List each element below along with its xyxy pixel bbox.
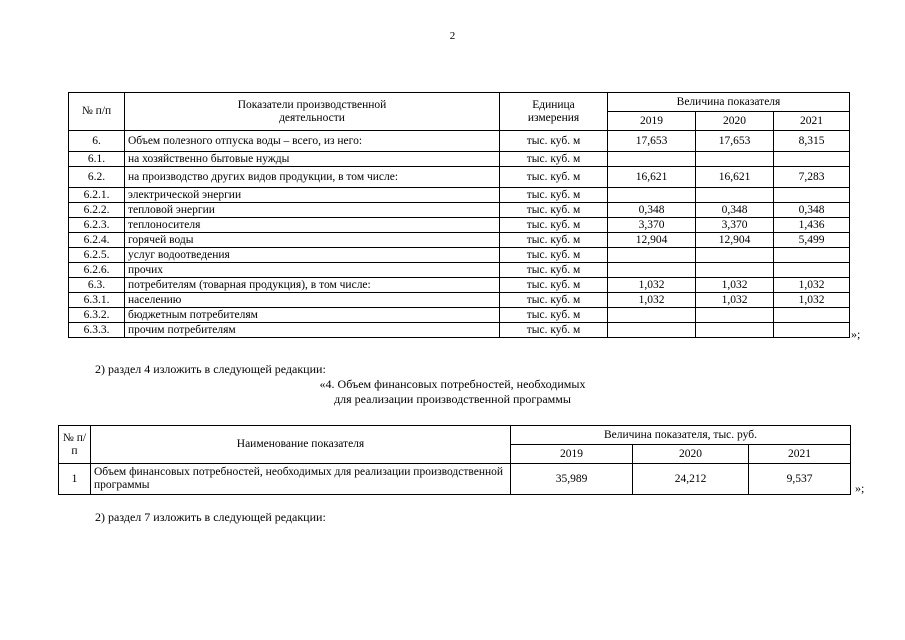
row-value: 1,032 (774, 293, 850, 308)
row-value: 12,904 (696, 233, 774, 248)
row-value (608, 248, 696, 263)
section-heading-line1: «4. Объем финансовых потребностей, необходимых (319, 377, 586, 391)
row-value (696, 323, 774, 338)
row-num: 6.2.2. (69, 203, 125, 218)
row-num: 6.1. (69, 152, 125, 167)
section-heading-line2: для реализации производственной программы (334, 392, 571, 406)
row-name: прочим потребителям (125, 323, 500, 338)
row-value: 12,904 (608, 233, 696, 248)
row-value (696, 188, 774, 203)
row-unit: тыс. куб. м (500, 263, 608, 278)
row-value (608, 188, 696, 203)
row-num: 6.2.6. (69, 263, 125, 278)
table-row (69, 233, 850, 248)
row-name: бюджетным потребителям (125, 308, 500, 323)
row-num: 6.2.1. (69, 188, 125, 203)
header-value: Величина показателя, тыс. руб. (511, 426, 851, 445)
table1-closing-quote: »; (851, 327, 861, 341)
header-indicators: Показатели производственной деятельности (125, 93, 500, 131)
page-number: 2 (449, 30, 456, 42)
row-value (774, 188, 850, 203)
row-name: на производство других видов продукции, в том числе: (125, 167, 500, 188)
row-value: 0,348 (696, 203, 774, 218)
row-value (608, 323, 696, 338)
header-year: 2021 (774, 112, 850, 131)
row-name: горячей воды (125, 233, 500, 248)
row-value: 1,032 (774, 278, 850, 293)
row-value: 35,989 (511, 464, 633, 495)
row-num: 6.2.3. (69, 218, 125, 233)
row-name: Объем полезного отпуска воды – всего, из него: (125, 131, 500, 152)
header-name: Наименование показателя (91, 426, 511, 464)
row-num: 6.3. (69, 278, 125, 293)
row-value: 0,348 (774, 203, 850, 218)
row-value: 1,032 (608, 293, 696, 308)
header-value: Величина показателя (608, 93, 850, 112)
row-value (774, 323, 850, 338)
header-unit: Единица измерения (500, 93, 608, 131)
table-row (69, 248, 850, 263)
row-value: 9,537 (749, 464, 851, 495)
row-value: 17,653 (696, 131, 774, 152)
row-num: 6.2.4. (69, 233, 125, 248)
row-value (774, 308, 850, 323)
production-indicators-table (68, 92, 850, 338)
paragraph-section-4: 2) раздел 4 изложить в следующей редакции: (95, 362, 326, 376)
row-value: 16,621 (608, 167, 696, 188)
header-year: 2020 (696, 112, 774, 131)
financial-needs-table (58, 425, 851, 495)
row-value: 16,621 (696, 167, 774, 188)
row-value: 17,653 (608, 131, 696, 152)
row-value: 24,212 (633, 464, 749, 495)
row-name: Объем финансовых потребностей, необходимых для реализации производственной программы (91, 464, 511, 495)
row-value: 8,315 (774, 131, 850, 152)
table-row (69, 278, 850, 293)
row-value: 0,348 (608, 203, 696, 218)
row-value: 1,436 (774, 218, 850, 233)
table2-closing-quote: »; (855, 481, 865, 495)
paragraph-section-7: 2) раздел 7 изложить в следующей редакции: (95, 510, 326, 524)
row-unit: тыс. куб. м (500, 188, 608, 203)
row-value: 3,370 (696, 218, 774, 233)
row-value (608, 263, 696, 278)
row-unit: тыс. куб. м (500, 308, 608, 323)
row-unit: тыс. куб. м (500, 218, 608, 233)
table-row (69, 308, 850, 323)
header-num: № п/п (59, 426, 91, 464)
row-value: 5,499 (774, 233, 850, 248)
row-name: потребителям (товарная продукция), в том числе: (125, 278, 500, 293)
row-value (696, 152, 774, 167)
row-num: 6.2. (69, 167, 125, 188)
row-name: услуг водоотведения (125, 248, 500, 263)
row-value: 1,032 (696, 278, 774, 293)
table-row (69, 188, 850, 203)
row-unit: тыс. куб. м (500, 278, 608, 293)
row-name: прочих (125, 263, 500, 278)
row-value (608, 308, 696, 323)
header-num: № п/п (69, 93, 125, 131)
row-unit: тыс. куб. м (500, 233, 608, 248)
row-num: 6.3.3. (69, 323, 125, 338)
row-unit: тыс. куб. м (500, 293, 608, 308)
row-unit: тыс. куб. м (500, 167, 608, 188)
row-name: теплоносителя (125, 218, 500, 233)
row-unit: тыс. куб. м (500, 203, 608, 218)
table-row (69, 203, 850, 218)
row-value: 1,032 (608, 278, 696, 293)
table-row (69, 131, 850, 152)
table-row (69, 152, 850, 167)
row-name: тепловой энергии (125, 203, 500, 218)
row-num: 6.3.1. (69, 293, 125, 308)
header-year: 2019 (608, 112, 696, 131)
table-row (59, 464, 851, 495)
row-value (774, 263, 850, 278)
table-row (69, 218, 850, 233)
row-value (696, 308, 774, 323)
row-num: 1 (59, 464, 91, 495)
row-value: 1,032 (696, 293, 774, 308)
row-num: 6.3.2. (69, 308, 125, 323)
row-value (774, 248, 850, 263)
table-row (69, 167, 850, 188)
table-row (69, 263, 850, 278)
header-year: 2020 (633, 445, 749, 464)
row-num: 6.2.5. (69, 248, 125, 263)
row-unit: тыс. куб. м (500, 248, 608, 263)
row-name: населению (125, 293, 500, 308)
row-name: на хозяйственно бытовые нужды (125, 152, 500, 167)
row-value (696, 248, 774, 263)
row-unit: тыс. куб. м (500, 323, 608, 338)
row-unit: тыс. куб. м (500, 152, 608, 167)
row-num: 6. (69, 131, 125, 152)
header-year: 2021 (749, 445, 851, 464)
row-value (696, 263, 774, 278)
row-value (774, 152, 850, 167)
row-value: 7,283 (774, 167, 850, 188)
table-row (69, 293, 850, 308)
row-unit: тыс. куб. м (500, 131, 608, 152)
table-row (69, 323, 850, 338)
header-year: 2019 (511, 445, 633, 464)
row-value: 3,370 (608, 218, 696, 233)
row-value (608, 152, 696, 167)
row-name: электрической энергии (125, 188, 500, 203)
